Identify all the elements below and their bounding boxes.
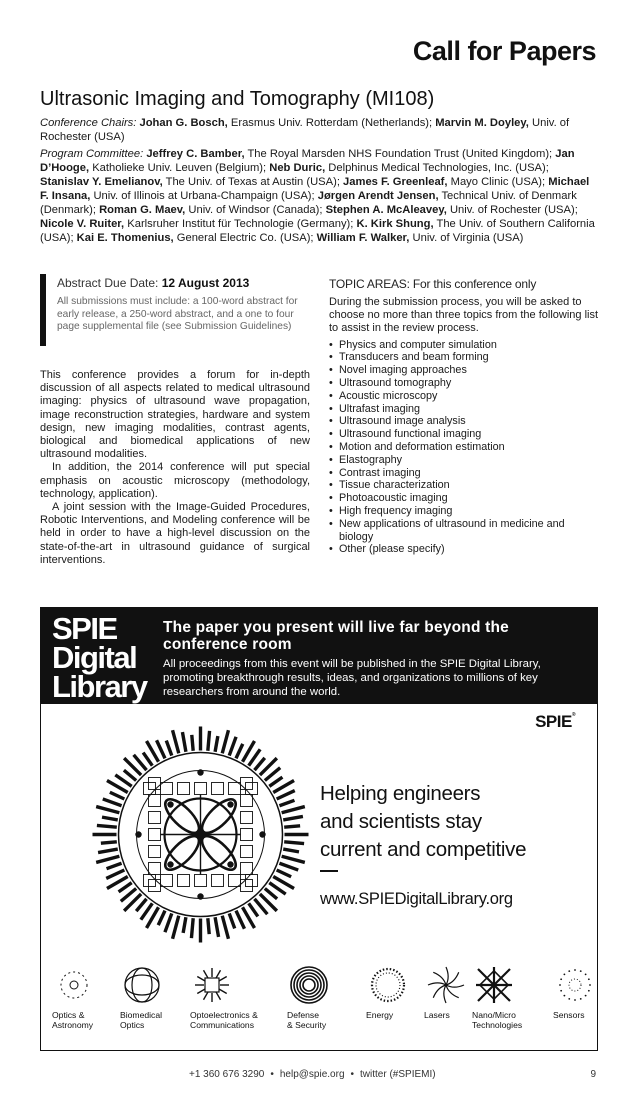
mandala-dot xyxy=(227,801,233,807)
abstract-due-date xyxy=(57,276,315,290)
mandala-spike xyxy=(208,731,210,751)
mandala-spike xyxy=(236,744,243,759)
description-paragraph: This conference provides a forum for in-depth discussion of all aspects related to medical ultrasound imaging: physics of ultrasound wave propagation, image reconstruction strategies, hardware and system design, new imaging modalities, contrast agents, biological and biomedical applications of new ultrasound modalities. xyxy=(40,369,310,461)
category-defense-security[interactable] xyxy=(287,963,357,1030)
person-affiliation: Univ. of Windsor (Canada); xyxy=(185,204,326,216)
mandala-dot xyxy=(167,801,173,807)
category-label xyxy=(287,1010,357,1030)
person-name: Kai E. Thomenius, xyxy=(76,232,174,244)
topic-item: • Tissue characterization xyxy=(329,479,601,492)
conference-chairs xyxy=(40,116,598,144)
mandala-spike xyxy=(229,913,234,928)
icon-shape xyxy=(569,979,581,991)
topic-item: • Novel imaging approaches xyxy=(329,364,601,377)
logo-line: Library xyxy=(52,669,147,704)
icon-shape xyxy=(197,989,205,994)
mandala-spike xyxy=(96,856,119,862)
mandala-spike xyxy=(269,777,282,786)
committee-list xyxy=(40,148,595,244)
person-name: Jørgen Arendt Jensen, xyxy=(317,190,439,202)
person-name: Michael F. Insana, xyxy=(40,176,590,202)
mandala-spike xyxy=(183,917,186,933)
mandala-spike xyxy=(282,807,305,813)
mandala-spike xyxy=(97,825,117,827)
category-label-line: Optoelectronics & xyxy=(190,1010,258,1020)
mandala-spike xyxy=(191,918,193,938)
abstract-due-label: Abstract Due Date: xyxy=(57,276,162,290)
spie-logo: SPIE® xyxy=(535,712,575,731)
description-paragraph: In addition, the 2014 conference will put special emphasis on acoustic microscopy (methodology, technology, application). xyxy=(40,461,310,500)
person-affiliation: Technical Univ. of Denmark (Denmark); xyxy=(40,190,577,216)
mandala-spike xyxy=(279,863,298,870)
mandala-cell xyxy=(241,846,253,858)
person-affiliation: The Univ. of Texas at Austin (USA); xyxy=(162,176,344,188)
category-label xyxy=(553,1010,623,1020)
icon-shape xyxy=(219,977,227,982)
mandala-dot xyxy=(197,893,203,899)
person-affiliation: The Royal Marsden NHS Foundation Trust (United Kingdom); xyxy=(244,148,556,160)
topic-item: • Photoacoustic imaging xyxy=(329,492,601,505)
icon-shape xyxy=(294,970,324,1000)
icon-shape xyxy=(568,970,570,972)
person-affiliation: Univ. of Virginia (USA) xyxy=(409,232,524,244)
tagline-line: and scientists stay xyxy=(320,810,482,833)
ad-body-text: All proceedings from this event will be published in the SPIE Digital Library, promoting breakthrough results, ideas, and organizations to millions of key researchers from around the world. xyxy=(163,658,541,698)
person-name: Johan G. Bosch, xyxy=(139,117,228,129)
icon-shape xyxy=(580,998,582,1000)
digital-library-url[interactable]: www.SPIEDigitalLibrary.org xyxy=(320,890,513,908)
mandala-spike xyxy=(173,916,179,939)
icon-shape xyxy=(70,981,78,989)
topic-item: • High frequency imaging xyxy=(329,505,601,518)
icon-shape xyxy=(560,978,562,980)
topic-areas-intro: During the submission process, you will be asked to choose no more than three topics from the following list to assist in the review process. xyxy=(329,296,599,335)
mandala-spike xyxy=(124,770,136,780)
person-affiliation: Karlsruher Institut für Technologie (Germany); xyxy=(124,218,357,230)
icon-shape xyxy=(216,992,221,1000)
mandala-spike xyxy=(222,730,228,753)
icon-shape xyxy=(588,990,590,992)
mandala-spike xyxy=(98,849,118,852)
mandala-spike xyxy=(277,791,295,799)
mandala-spike xyxy=(119,883,132,892)
person-name: Neb Duric, xyxy=(269,162,326,174)
page-header-title: Call for Papers xyxy=(412,36,596,66)
mandala-cell xyxy=(241,778,253,790)
person-name: K. Kirk Shung, xyxy=(356,218,434,230)
nano-micro-icon xyxy=(472,963,516,1007)
logo-line: Digital xyxy=(52,640,137,675)
mandala-spike xyxy=(136,899,146,911)
committee-label: Program Committee: xyxy=(40,148,144,160)
category-label-line: Defense xyxy=(287,1010,320,1020)
mandala-spike xyxy=(254,758,264,770)
mandala-cell xyxy=(195,875,207,887)
mandala-dot xyxy=(197,769,203,775)
mandala-cell xyxy=(212,875,224,887)
mandala-spike xyxy=(229,737,236,756)
category-biomedical-optics[interactable] xyxy=(120,963,190,1030)
topic-item: • Ultrasound tomography xyxy=(329,377,601,390)
mandala-cell xyxy=(246,875,258,887)
mandala-cell xyxy=(161,875,173,887)
mandala-dot xyxy=(167,861,173,867)
ad-headline: The paper you present will live far beyond the conference room xyxy=(163,619,509,653)
ad-banner xyxy=(41,608,597,704)
person-affiliation: Mayo Clinic (USA); xyxy=(447,176,549,188)
mandala-spike xyxy=(107,863,122,868)
spie-digital-library-ad xyxy=(40,607,598,1051)
optoelectronics-icon xyxy=(190,963,234,1007)
person-name: James F. Greenleaf, xyxy=(343,176,448,188)
biomedical-optics-icon xyxy=(120,963,164,1007)
topic-item: • Acoustic microscopy xyxy=(329,390,601,403)
icon-shape xyxy=(303,979,315,991)
topic-item: • Ultrasound functional imaging xyxy=(329,428,601,441)
description-paragraph: A joint session with the Image-Guided Procedures, Robotic Interventions, and Modeling conference will be held in order to have a high-level discussion on the state-of-the-art in ultrasound guidance of surgical interventions. xyxy=(40,501,310,566)
category-label-line: Communications xyxy=(190,1020,254,1030)
mandala-cell xyxy=(241,829,253,841)
person-name: Stephen A. McAleavey, xyxy=(325,204,447,216)
mandala-spike xyxy=(158,911,165,926)
icon-shape xyxy=(197,977,205,982)
mandala-spike xyxy=(103,799,122,806)
icon-shape xyxy=(132,968,152,1002)
topic-item: • New applications of ultrasound in medicine and biology xyxy=(329,518,601,544)
icon-shape xyxy=(219,989,227,994)
category-label-line: Astronomy xyxy=(52,1020,94,1030)
category-optics-astronomy[interactable] xyxy=(52,963,122,1030)
category-label xyxy=(190,1010,260,1030)
icon-shape xyxy=(61,972,87,998)
mandala-cell xyxy=(229,783,241,795)
mandala-spike xyxy=(284,842,304,844)
mandala-spike xyxy=(265,888,277,898)
topic-item: • Ultrasound image analysis xyxy=(329,415,601,428)
mandala-cell xyxy=(161,783,173,795)
icon-shape xyxy=(204,992,209,1000)
category-label xyxy=(52,1010,122,1030)
person-name: William F. Walker, xyxy=(316,232,410,244)
mandala-cell xyxy=(149,778,161,790)
topic-areas-heading: TOPIC AREAS: For this conference only xyxy=(329,277,537,291)
icon-shape xyxy=(563,973,565,975)
mandala-spike xyxy=(215,736,218,752)
icon-shape xyxy=(580,970,582,972)
topic-areas xyxy=(329,277,601,556)
category-label-line: & Security xyxy=(287,1020,327,1030)
category-nano-micro[interactable] xyxy=(472,963,542,1030)
mandala-spike xyxy=(249,903,258,916)
icon-shape xyxy=(376,973,400,997)
icon-shape xyxy=(216,970,221,978)
footer-email[interactable]: help@spie.org xyxy=(279,1069,345,1080)
mandala-illustration xyxy=(88,722,313,947)
topic-item: • Motion and deformation estimation xyxy=(329,441,601,454)
ad-tagline xyxy=(320,780,590,864)
icon-shape xyxy=(588,978,590,980)
icon-shape xyxy=(589,984,591,986)
category-icons xyxy=(41,963,597,1048)
topic-item: • Other (please specify) xyxy=(329,543,601,556)
mandala-spike xyxy=(106,870,124,878)
mandala-cell xyxy=(144,783,156,795)
topic-item: • Elastography xyxy=(329,454,601,467)
sensors-icon xyxy=(553,963,597,1007)
icon-shape xyxy=(446,985,464,987)
category-label-line: Energy xyxy=(366,1010,394,1020)
lasers-icon xyxy=(424,963,468,1007)
abstract-due-value: 12 August 2013 xyxy=(161,276,250,290)
mandala-cell xyxy=(212,783,224,795)
mandala-cell xyxy=(195,783,207,795)
icon-shape xyxy=(560,990,562,992)
person-name: Roman G. Maev, xyxy=(99,204,186,216)
mandala-spike xyxy=(284,826,300,827)
mandala-cell xyxy=(149,795,161,807)
program-committee xyxy=(40,147,598,245)
mandala-cell xyxy=(149,863,161,875)
defense-security-icon xyxy=(287,963,331,1007)
topic-item: • Transducers and beam forming xyxy=(329,351,601,364)
abstract-requirements: All submissions must include: a 100-word abstract for early release, a 250-word abstract, and a one to four page supplemental file (see Submission Guidelines) xyxy=(57,296,298,333)
icon-shape xyxy=(585,995,587,997)
mandala-cell xyxy=(246,783,258,795)
mandala-spike xyxy=(157,740,165,758)
topic-item: • Physics and computer simulation xyxy=(329,339,601,352)
logo-line: SPIE xyxy=(52,611,117,646)
mandala-cell xyxy=(241,863,253,875)
energy-icon xyxy=(366,963,410,1007)
mandala-cell xyxy=(178,875,190,887)
mandala-dot xyxy=(135,831,141,837)
icon-shape xyxy=(568,998,570,1000)
person-name: Stanislav Y. Emelianov, xyxy=(40,176,163,188)
tagline-line: current and competitive xyxy=(320,838,527,861)
person-affiliation: Erasmus Univ. Rotterdam (Netherlands); xyxy=(227,117,436,129)
icon-shape xyxy=(204,970,209,978)
mandala-spike xyxy=(236,911,244,929)
mandala-cell xyxy=(144,875,156,887)
mandala-dot xyxy=(259,831,265,837)
mandala-spike xyxy=(166,741,171,756)
category-label-line: Optics xyxy=(120,1020,145,1030)
person-affiliation: Delphinus Medical Technologies, Inc. (USA); xyxy=(325,162,549,174)
tagline-divider xyxy=(320,870,338,872)
tagline-line: Helping engineers xyxy=(320,782,481,805)
category-label xyxy=(472,1010,542,1030)
mandala-spike xyxy=(192,735,193,751)
mandala-cell xyxy=(149,829,161,841)
topic-item: • Contrast imaging xyxy=(329,467,601,480)
mandala-spike xyxy=(215,917,218,937)
category-label-line: Biomedical xyxy=(120,1010,163,1020)
mandala-spike xyxy=(96,807,119,813)
mandala-spike xyxy=(277,870,292,877)
person-affiliation: Univ. of Rochester (USA); xyxy=(446,204,578,216)
person-affiliation: Katholieke Univ. Leuven (Belgium); xyxy=(89,162,270,174)
conference-people xyxy=(40,116,598,248)
mandala-spike xyxy=(182,732,185,752)
icon-shape xyxy=(125,968,159,1002)
mandala-cell xyxy=(149,880,161,892)
mandala-cell xyxy=(149,846,161,858)
mandala-cell xyxy=(241,812,253,824)
page-number: 9 xyxy=(590,1069,596,1080)
person-affiliation: General Electric Co. (USA); xyxy=(173,232,317,244)
category-sensors[interactable] xyxy=(553,963,623,1020)
icon-shape xyxy=(574,969,576,971)
person-name: Marvin M. Doyley, xyxy=(435,117,529,129)
icon-shape xyxy=(205,978,219,992)
icon-shape xyxy=(444,985,446,1003)
icon-shape xyxy=(372,969,404,1001)
mandala-spike xyxy=(143,753,152,766)
mandala-spike xyxy=(222,916,228,939)
mandala-spike xyxy=(279,800,294,805)
mandala-cell xyxy=(241,880,253,892)
spie-logo-text: SPIE xyxy=(535,712,572,731)
footer-phone: +1 360 676 3290 xyxy=(189,1069,265,1080)
icon-shape xyxy=(446,967,448,985)
mandala-spike xyxy=(173,730,179,753)
category-label-line: Technologies xyxy=(472,1020,523,1030)
category-label-line: Sensors xyxy=(553,1010,585,1020)
person-name: Jeffrey C. Bamber, xyxy=(146,148,245,160)
topic-item: • Ultrafast imaging xyxy=(329,403,601,416)
person-affiliation: The Univ. of Southern California (USA); xyxy=(40,218,595,244)
category-label-line: Nano/Micro xyxy=(472,1010,516,1020)
conference-description xyxy=(40,369,310,567)
person-name: Jan D’Hooge, xyxy=(40,148,575,174)
mandala-spike xyxy=(110,792,125,799)
mandala-spike xyxy=(283,816,303,819)
footer-twitter[interactable]: twitter (#SPIEMI) xyxy=(360,1069,436,1080)
icon-shape xyxy=(574,999,576,1001)
mandala-dot xyxy=(227,861,233,867)
mandala-center xyxy=(196,830,206,840)
mandala-cell xyxy=(229,875,241,887)
mandala-spike xyxy=(102,817,118,820)
mandala-spike xyxy=(208,918,209,934)
mandala-cell xyxy=(241,795,253,807)
person-affiliation: Univ. of Rochester (USA) xyxy=(40,117,570,143)
conference-title: Ultrasonic Imaging and Tomography (MI108) xyxy=(40,88,435,110)
mandala-spike xyxy=(101,842,117,843)
category-label xyxy=(120,1010,190,1030)
mandala-spike xyxy=(283,849,299,852)
icon-shape xyxy=(476,967,512,1003)
topic-list xyxy=(329,339,601,557)
abstract-due-box xyxy=(40,274,315,346)
spie-digital-library-logo xyxy=(52,611,147,704)
person-affiliation: Univ. of Illinois at Urbana-Champaign (USA); xyxy=(90,190,318,202)
icon-shape xyxy=(563,995,565,997)
category-label-line: Optics & xyxy=(52,1010,85,1020)
mandala-cell xyxy=(178,783,190,795)
mandala-spike xyxy=(165,913,172,932)
optics-astronomy-icon xyxy=(52,963,96,1007)
icon-shape xyxy=(125,975,159,995)
icon-shape xyxy=(559,984,561,986)
category-optoelectronics[interactable] xyxy=(190,963,260,1030)
person-name: Nicole V. Ruiter, xyxy=(40,218,125,230)
mandala-cell xyxy=(149,812,161,824)
footer-contact: +1 360 676 3290 • help@spie.org • twitter (#SPIEMI) xyxy=(189,1069,436,1080)
category-label-line: Lasers xyxy=(424,1010,450,1020)
icon-shape xyxy=(428,983,446,985)
mandala-spike xyxy=(282,856,305,862)
icon-shape xyxy=(585,973,587,975)
chairs-label: Conference Chairs: xyxy=(40,117,137,129)
